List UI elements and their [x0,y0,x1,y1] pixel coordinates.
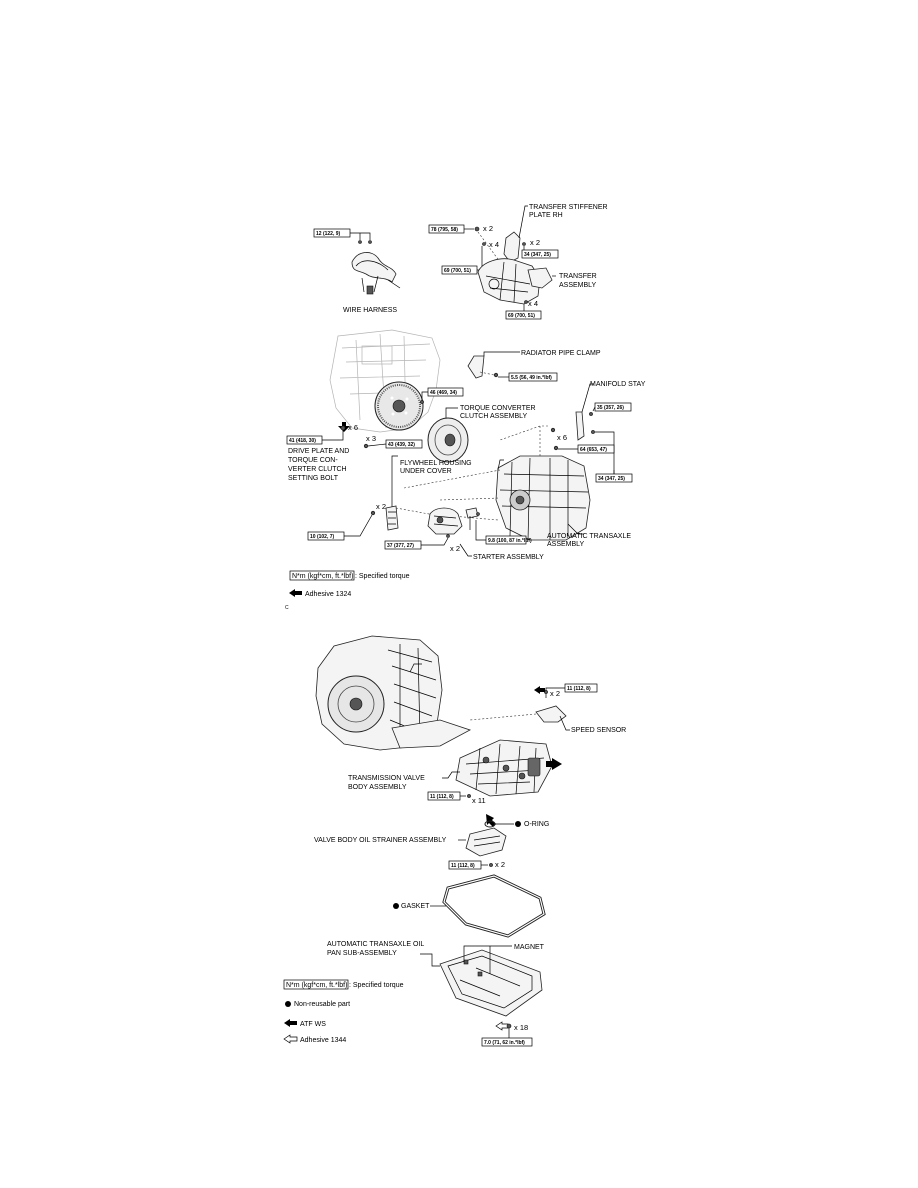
quantity-label: x 2 [450,544,461,553]
automatic-transaxle-assembly [496,456,631,548]
legend-figure-2 [284,980,404,1044]
oil-pan-label-1: AUTOMATIC TRANSAXLE OIL [327,941,425,948]
drive-plate-bolt [287,422,358,482]
gasket-label: GASKET [401,903,430,910]
quantity-label: x 2 [550,689,561,698]
torque-legend-key: N*m (kgf*cm, ft.*lbf) [286,982,348,989]
torque-value: 41 (418, 30) [289,438,316,444]
legend-figure-1 [285,571,410,611]
atf-arrow-icon [284,1019,297,1027]
transfer-assembly-group [429,204,608,319]
quantity-label: x 3 [366,434,377,443]
transfer-stiffener-plate [504,232,520,262]
starter-assembly-label: STARTER ASSEMBLY [473,554,544,561]
torque-value: 35 (357, 26) [597,405,624,411]
torque-value: 78 (795, 58) [431,227,458,233]
adhesive-legend-label: Adhesive 1344 [300,1037,347,1044]
transfer-assembly-label-1: TRANSFER [559,273,597,280]
flywheel-label-2: UNDER COVER [400,468,452,475]
torque-legend-key: N*m (kgf*cm, ft.*lbf) [292,573,354,580]
torque-value: 11 (112, 8) [451,863,475,869]
tvb-label-1: TRANSMISSION VALVE [348,775,425,782]
non-reusable-icon [285,1001,291,1007]
torque-value: 34 (347, 25) [598,476,625,482]
quantity-label: x 2 [376,502,387,511]
quantity-label: x 18 [514,1023,529,1032]
adhesive-legend-label: Adhesive 1324 [305,591,352,598]
torque-value: 69 (700, 51) [508,313,535,319]
figure-code: C [285,605,289,611]
quantity-label: x 11 [472,796,486,805]
torque-converter-label-2: CLUTCH ASSEMBLY [460,413,528,420]
atf-arrow-icon [534,686,545,694]
speed-sensor [470,684,626,734]
magnet-label: MAGNET [514,944,544,951]
atf-legend-label: ATF WS [300,1021,326,1028]
torque-value: 37 (377, 27) [387,543,414,549]
drive-plate-label-4: SETTING BOLT [288,475,339,482]
torque-value: 7.0 (71, 62 in.*lbf) [484,1040,525,1046]
adhesive-arrow-icon [284,1035,297,1043]
radiator-pipe-clamp [468,350,601,381]
torque-value: 64 (653, 47) [580,447,607,453]
oil-pan-label-2: PAN SUB-ASSEMBLY [327,950,397,957]
quantity-label: x 4 [489,240,500,249]
quantity-label: x 6 [348,423,359,432]
wire-harness-part [314,229,400,314]
torque-value: 34 (347, 25) [524,252,551,258]
transfer-assembly-label-2: ASSEMBLY [559,282,597,289]
quantity-label: x 2 [483,224,494,233]
transfer-stiffener-label-1: TRANSFER STIFFENER [529,204,608,211]
non-reusable-legend-label: Non-reusable part [294,1001,351,1008]
figure-2-valve-body-oil-pan [284,636,626,1046]
o-ring-label: O-RING [524,821,550,828]
manifold-stay [576,381,646,474]
torque-value: 11 (112, 8) [430,794,454,800]
tvb-label-2: BODY ASSEMBLY [348,784,407,791]
torque-value: 9.8 (100, 87 in.*lbf) [488,538,532,544]
torque-value: 43 (439, 32) [388,442,415,448]
transfer-stiffener-label-2: PLATE RH [529,212,563,219]
adhesive-arrow-icon [289,589,302,597]
torque-value: 46 (469, 34) [430,390,457,396]
drive-plate-label-1: DRIVE PLATE AND [288,448,350,455]
speed-sensor-label: SPEED SENSOR [571,727,627,734]
torque-value: 69 (700, 51) [444,268,471,274]
adhesive-arrow-icon [496,1022,508,1030]
wire-harness-label: WIRE HARNESS [343,307,398,314]
drive-plate-label-3: VERTER CLUTCH [288,466,347,473]
strainer-label: VALVE BODY OIL STRAINER ASSEMBLY [314,837,447,844]
quantity-label: x 2 [495,860,506,869]
non-reusable-icon [515,821,521,827]
torque-legend-desc: : Specified torque [355,573,410,580]
auto-transaxle-label-2: ASSEMBLY [547,541,585,548]
non-reusable-icon [393,903,399,909]
quantity-label: x 2 [530,238,541,247]
torque-legend-desc: : Specified torque [349,982,404,989]
auto-transaxle-label-1: AUTOMATIC TRANSAXLE [547,533,632,540]
automatic-transaxle-oil-pan [327,941,545,1046]
torque-value: 5.5 (56, 49 in.*lbf) [511,375,552,381]
torque-value: 12 (122, 9) [316,231,341,237]
quantity-label: x 4 [528,299,539,308]
torque-converter-label-1: TORQUE CONVERTER [460,405,536,412]
quantity-label: x 6 [557,433,568,442]
radiator-pipe-clamp-label: RADIATOR PIPE CLAMP [521,350,601,357]
figure-1-transaxle-removal [285,204,646,611]
valve-body-oil-strainer [314,828,506,869]
o-ring-part [485,814,549,828]
flywheel-label-1: FLYWHEEL HOUSING [400,460,472,467]
manifold-stay-label: MANIFOLD STAY [590,381,646,388]
torque-value: 11 (112, 8) [567,686,591,692]
transaxle-body-illustration [316,636,470,750]
gasket-part [393,876,544,936]
torque-value: 10 (102, 7) [310,534,335,540]
drive-plate-label-2: TORQUE CON- [288,457,338,464]
drive-plate [375,382,423,430]
